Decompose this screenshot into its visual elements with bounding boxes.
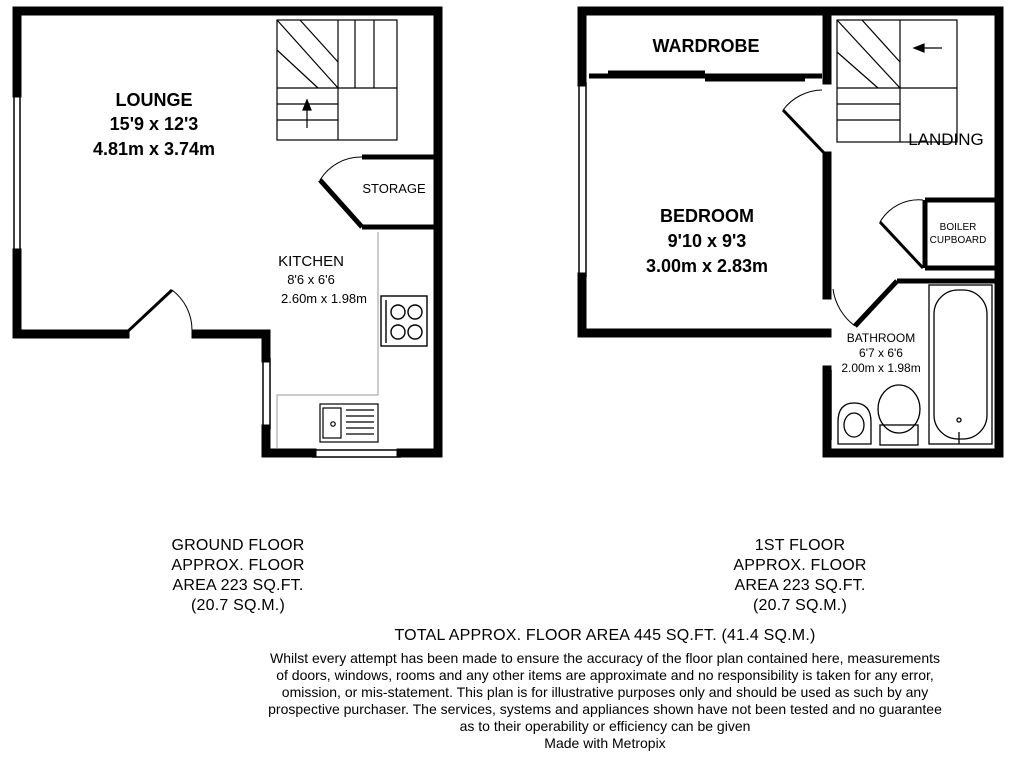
bathroom-name: BATHROOM [846,331,916,345]
ground-floor-walls [17,11,438,453]
lounge-dim-metric: 4.81m x 3.74m [92,139,216,159]
ground-floor-caption-line: (20.7 SQ.M.) [191,597,285,614]
first-floor-caption-line: 1ST FLOOR [754,537,846,554]
ground-floor-caption-line: APPROX. FLOOR [171,557,305,574]
bathroom-dim-metric: 2.00m x 1.98m [841,361,921,375]
first-floor-caption-line: AREA 223 SQ.FT. [734,577,866,594]
lounge-dim-imperial: 15'9 x 12'3 [109,114,199,134]
disclaimer-line: of doors, windows, rooms and any other items are approximate and no responsibility is taken for any error, [276,667,934,683]
disclaimer-line: as to their operability or efficiency can be given [459,718,751,734]
first-floor-caption [700,536,900,616]
lounge-name: LOUNGE [115,90,193,110]
hob-icon [381,296,427,346]
bath-icon [929,285,992,444]
bedroom-dim-imperial: 9'10 x 9'3 [667,231,747,251]
ground-floor-caption-line: AREA 223 SQ.FT. [172,577,304,594]
disclaimer [200,650,1010,752]
ground-floor-caption-line: GROUND FLOOR [171,537,305,554]
front-door [125,290,192,334]
wardrobe-name: WARDROBE [652,36,760,56]
first-floor-caption-line: (20.7 SQ.M.) [753,597,847,614]
credit: Made with Metropix [544,735,666,751]
bathroom-dim-imperial: 6'7 x 6'6 [859,346,903,360]
lounge-window [14,93,20,253]
ground-floor-plan [14,11,438,457]
first-floor-staircase [837,20,957,142]
kitchen-dim-metric: 2.60m x 1.98m [281,291,367,306]
bedroom-door [783,90,827,156]
first-floor-plan [579,11,999,453]
boiler-door [880,200,923,268]
bedroom-dim-metric: 3.00m x 2.83m [645,256,769,276]
sink-icon [320,404,378,442]
bedroom-name: BEDROOM [660,206,754,226]
toilet-icon [878,385,920,445]
boiler-line2: CUPBOARD [929,235,987,246]
basin-icon [838,403,871,444]
wardrobe-frame [589,72,822,80]
first-floor-caption-line: APPROX. FLOOR [733,557,867,574]
disclaimer-line: Whilst every attempt has been made to ensure the accuracy of the floor plan contained here, measurements [269,650,941,666]
total-area: TOTAL APPROX. FLOOR AREA 445 SQ.FT. (41.4 SQ.M.) [394,627,816,644]
boiler-line1: BOILER [939,222,977,233]
disclaimer-line: omission, or mis-statement. This plan is for illustrative purposes only and should be used as such by any [281,684,929,700]
ground-floor-staircase [277,20,397,140]
bathroom-walls [833,200,997,326]
kitchen-name: KITCHEN [278,253,344,270]
disclaimer-line: prospective purchaser. The services, systems and appliances shown have not been tested and no guarantee [268,701,942,717]
storage-name: STORAGE [362,181,426,196]
ground-floor-caption [138,536,338,616]
bedroom-window [579,82,586,277]
landing-name: LANDING [908,130,984,149]
kitchen-dim-imperial: 8'6 x 6'6 [287,272,335,287]
